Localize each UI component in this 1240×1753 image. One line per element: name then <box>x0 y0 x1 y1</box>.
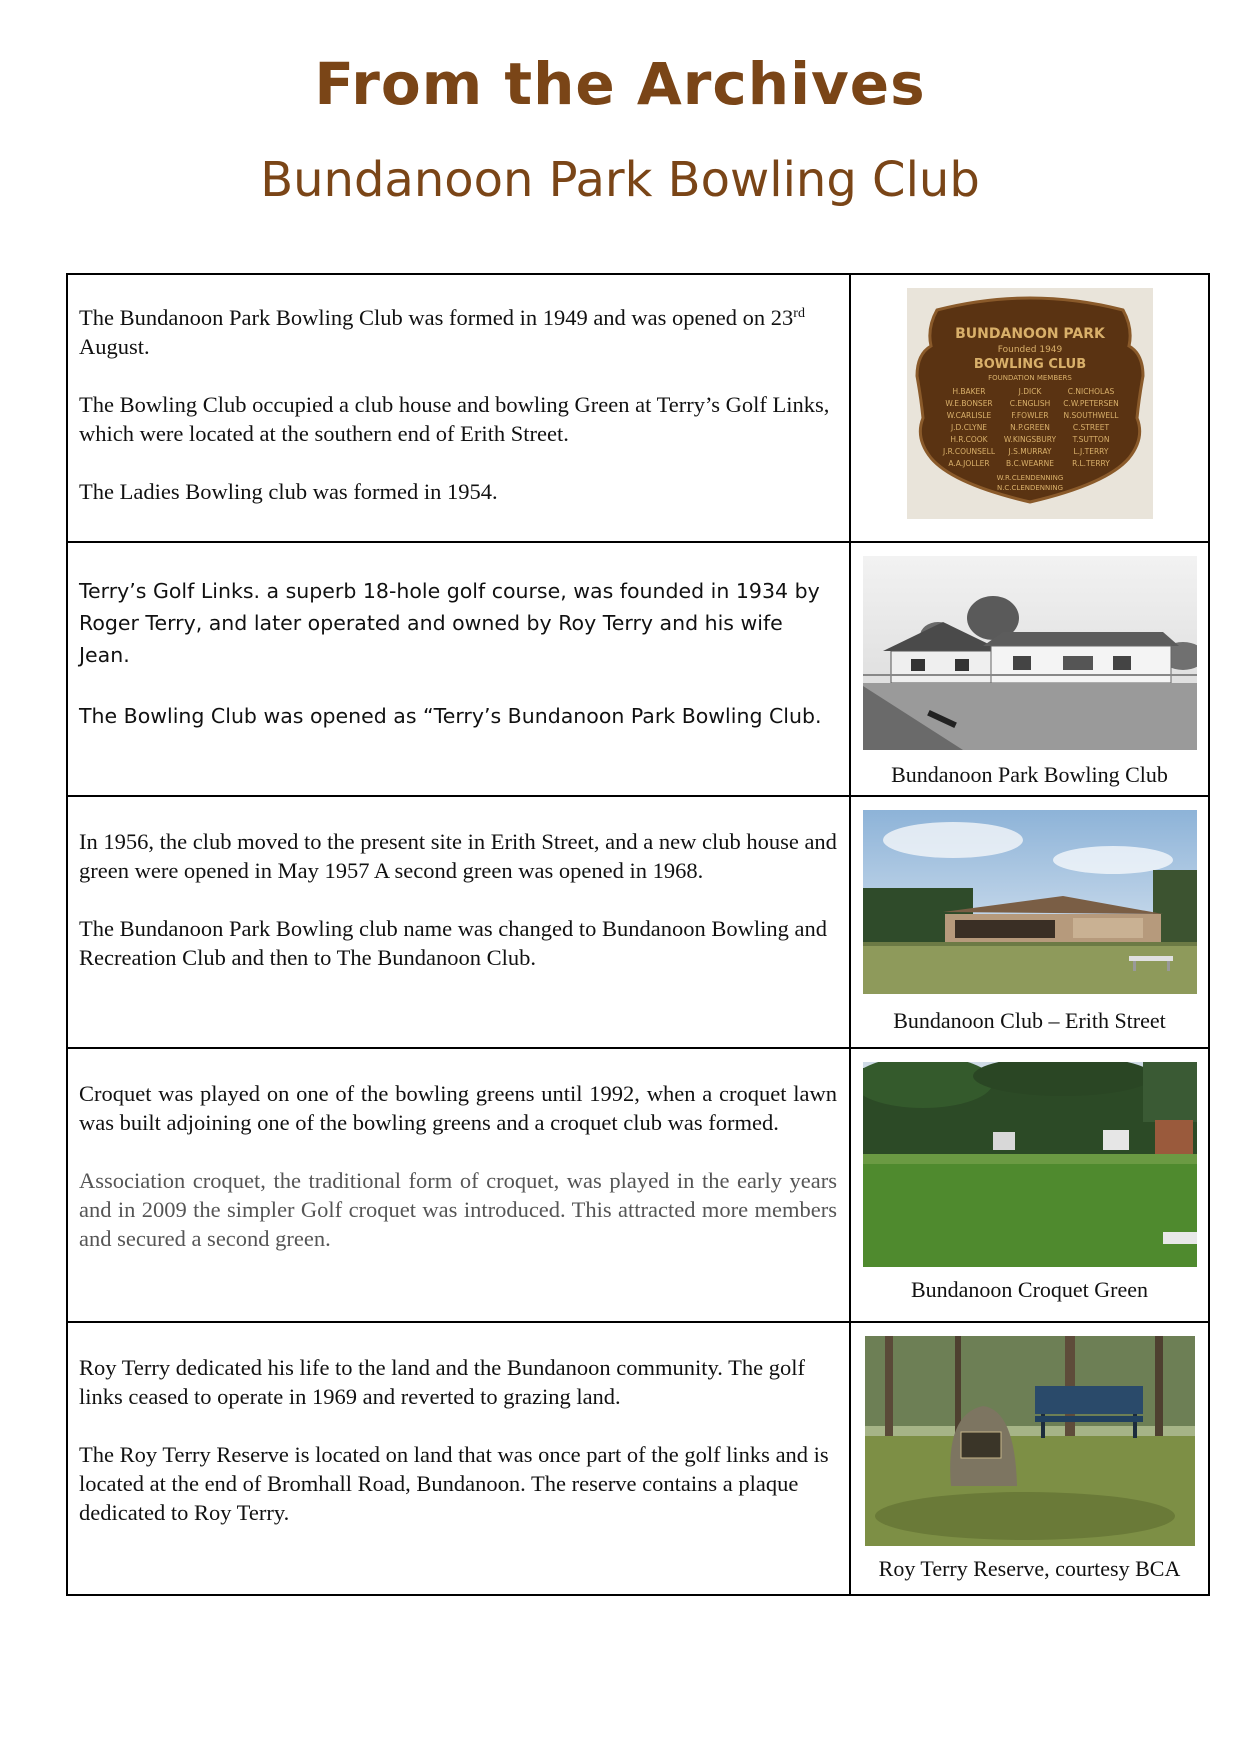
page-title: From the Archives <box>314 50 926 118</box>
plaque-lettering: H.BAKER <box>951 387 986 396</box>
text-block <box>68 1323 849 1537</box>
text-cell <box>67 1048 850 1322</box>
plaque-lettering: C.NICHOLAS <box>1067 387 1114 396</box>
text-cell <box>67 542 850 796</box>
superscript: rd <box>793 306 805 321</box>
plaque-lettering: N.SOUTHWELL <box>1063 411 1118 420</box>
paragraph: Terry’s Golf Links. a superb 18-hole golf course, was founded in 1934 by Roger Terry, and later operated and owned by Roy Terry and his wife Jean. <box>79 579 820 667</box>
text-cell <box>67 274 850 542</box>
paragraph: In 1956, the club moved to the present site in Erith Street, and a new club house and green were opened in May 1957 A second green was opened in 1968. <box>79 829 837 883</box>
clubhouse-photo <box>863 556 1197 750</box>
paragraph: The Bundanoon Park Bowling Club was formed in 1949 and was opened on 23rd August. <box>79 305 805 359</box>
table-row <box>67 274 1209 542</box>
plaque-lettering: F.FOWLER <box>1010 411 1049 420</box>
plaque-photo <box>907 288 1153 519</box>
page-subtitle: Bundanoon Park Bowling Club <box>260 152 980 208</box>
photo-caption: Bundanoon Park Bowling Club <box>891 762 1168 787</box>
plaque-lettering: B.C.WEARNE <box>1005 459 1054 468</box>
plaque-lettering: N.C.CLENDENNING <box>996 484 1063 492</box>
text-block <box>68 1049 849 1263</box>
plaque-lettering: Founded 1949 <box>997 345 1062 355</box>
plaque-lettering: W.CARLISLE <box>946 411 991 420</box>
plaque-lettering: W.KINGSBURY <box>1003 435 1056 444</box>
plaque-lettering: W.R.CLENDENNING <box>996 474 1063 482</box>
plaque-lettering: L.J.TERRY <box>1072 447 1109 456</box>
croquet-green-photo <box>863 1062 1197 1267</box>
text-block <box>68 543 849 742</box>
paragraph: Roy Terry dedicated his life to the land and the Bundanoon community. The golf links ceased to operate in 1969 and reverted to grazing land. <box>79 1355 805 1409</box>
paragraph: The Ladies Bowling club was formed in 1954. <box>79 479 498 504</box>
plaque-lettering: W.E.BONSER <box>944 399 993 408</box>
plaque-lettering: R.L.TERRY <box>1071 459 1110 468</box>
text-block <box>68 797 849 982</box>
table-row <box>67 796 1209 1048</box>
archive-table <box>66 273 1210 1596</box>
image-cell <box>850 274 1209 542</box>
text-cell <box>67 796 850 1048</box>
image-cell <box>850 796 1209 1048</box>
paragraph: Association croquet, the traditional form of croquet, was played in the early years and in 2009 the simpler Golf croquet was introduced. This attracted more members and secured a second green. <box>79 1168 837 1251</box>
roy-terry-reserve-photo <box>865 1336 1195 1546</box>
plaque-lettering: J.D.CLYNE <box>950 423 987 432</box>
text-cell <box>67 1322 850 1595</box>
plaque-lettering: C.ENGLISH <box>1009 399 1050 408</box>
photo-caption: Roy Terry Reserve, courtesy BCA <box>878 1556 1181 1581</box>
paragraph: Croquet was played on one of the bowling greens until 1992, when a croquet lawn was built adjoining one of the bowling greens and a croquet club was formed. <box>79 1081 837 1135</box>
image-cell <box>850 1322 1209 1595</box>
paragraph: The Bundanoon Park Bowling club name was changed to Bundanoon Bowling and Recreation Club and then to The Bundanoon Club. <box>79 916 828 970</box>
plaque-lettering: C.W.PETERSEN <box>1062 399 1119 408</box>
paragraph: The Bowling Club was opened as “Terry’s Bundanoon Park Bowling Club. <box>79 704 822 728</box>
plaque-lettering: BOWLING CLUB <box>973 357 1086 372</box>
image-cell <box>850 542 1209 796</box>
photo-caption: Bundanoon Croquet Green <box>910 1277 1149 1302</box>
plaque-lettering: H.R.COOK <box>949 435 988 444</box>
plaque-lettering: J.S.MURRAY <box>1008 447 1051 456</box>
plaque-lettering: T.SUTTON <box>1072 435 1109 444</box>
plaque-lettering: A.A.JOLLER <box>947 459 990 468</box>
image-cell <box>850 1048 1209 1322</box>
paragraph: The Bowling Club occupied a club house and bowling Green at Terry’s Golf Links, which were located at the southern end of Erith Street. <box>79 392 830 446</box>
plaque-lettering: C.STREET <box>1072 423 1109 432</box>
table-row <box>67 1048 1209 1322</box>
plaque-lettering: J.R.COUNSELL <box>942 447 995 456</box>
photo-caption: Bundanoon Club – Erith Street <box>893 1008 1166 1033</box>
erith-street-photo <box>863 810 1197 994</box>
paragraph: The Roy Terry Reserve is located on land that was once part of the golf links and is located at the end of Bromhall Road, Bundanoon. The reserve contains a plaque dedicated to Roy Terry. <box>79 1442 829 1525</box>
table-row <box>67 1322 1209 1595</box>
plaque-lettering: N.P.GREEN <box>1009 423 1050 432</box>
text-block <box>68 275 849 516</box>
plaque-lettering: J.DICK <box>1018 387 1041 396</box>
plaque-lettering: BUNDANOON PARK <box>954 326 1105 342</box>
plaque-lettering: FOUNDATION MEMBERS <box>987 374 1072 382</box>
table-row <box>67 542 1209 796</box>
